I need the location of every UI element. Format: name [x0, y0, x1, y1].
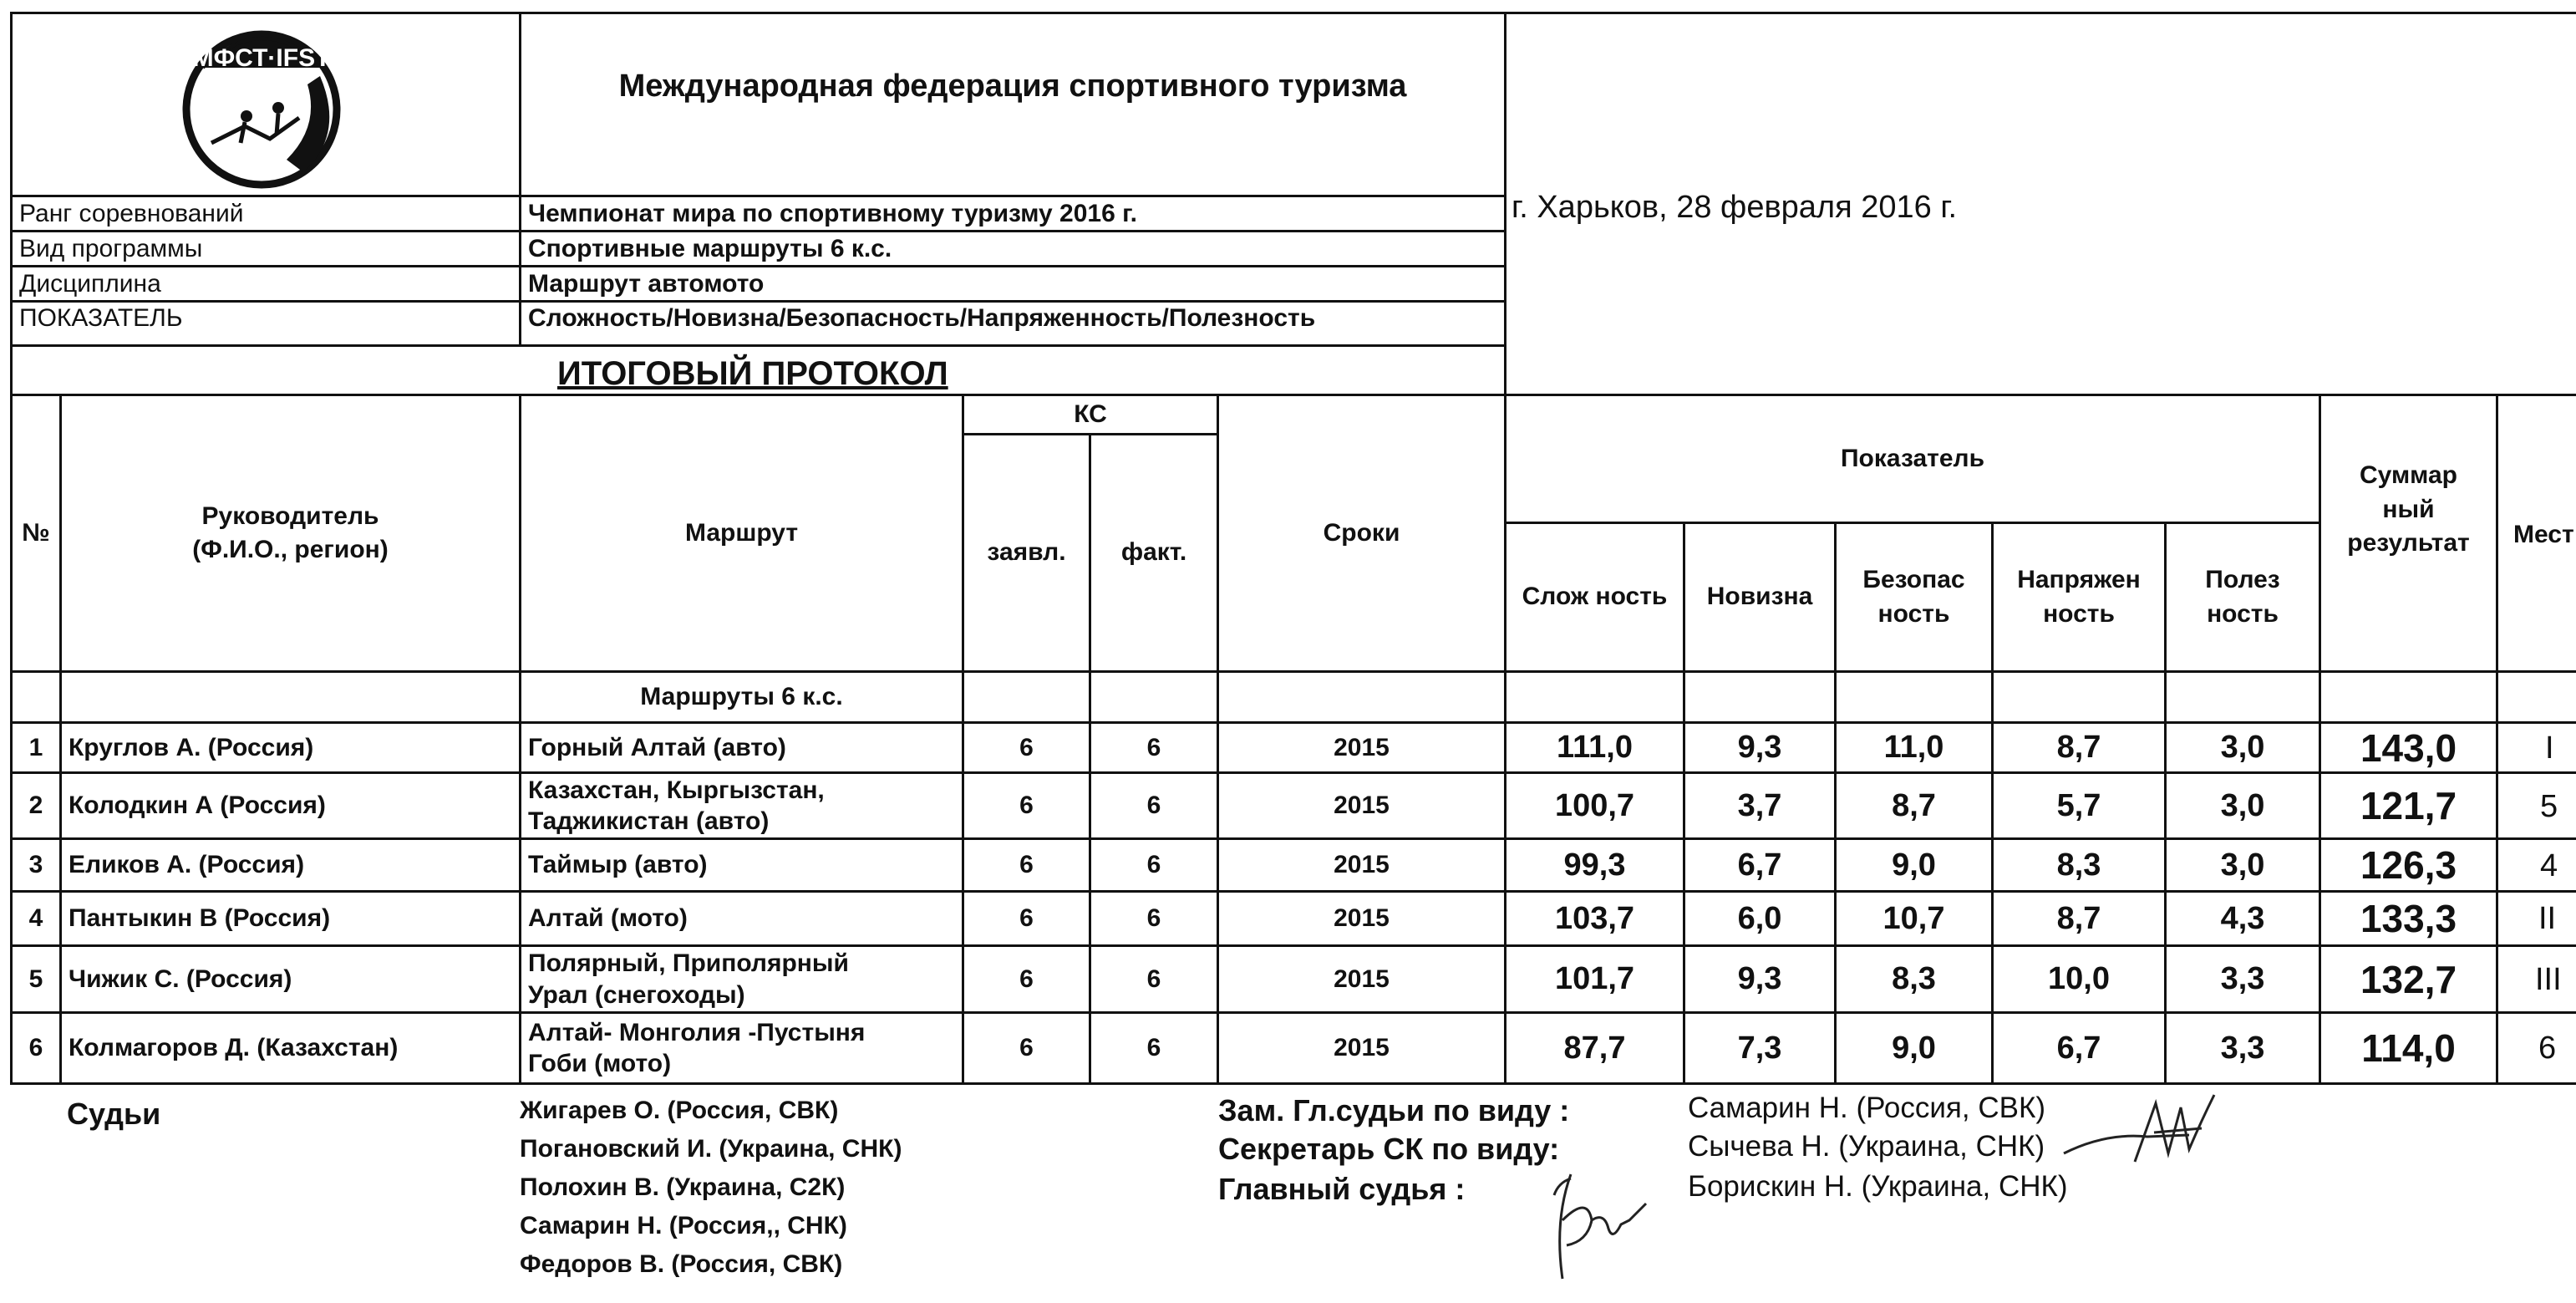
table-row-2-complexity: 100,7 — [1504, 771, 1685, 840]
group-row-c3 — [1834, 670, 1994, 724]
table-row-5-usefulness: 3,3 — [2164, 944, 2321, 1014]
table-row-4-leader: Пантыкин В (Россия) — [59, 890, 521, 947]
group-row-leader — [59, 670, 521, 724]
organization-cell — [519, 12, 1506, 197]
chief-judge-role: Главный судья : — [1218, 1172, 1466, 1206]
group-row-no — [10, 670, 62, 724]
table-row-1-place: I — [2496, 721, 2576, 774]
table-row-2-place: 5 — [2496, 771, 2576, 840]
place-date-cell — [1504, 12, 2576, 396]
meta-value-rank: Чемпионат мира по спортивному туризму 2016 г. — [519, 195, 1506, 232]
table-row-3-ks-declared: 6 — [962, 837, 1091, 893]
table-row-6-ks-actual: 6 — [1089, 1011, 1219, 1085]
table-row-5-dates: 2015 — [1217, 944, 1506, 1014]
table-row-6-dates: 2015 — [1217, 1011, 1506, 1085]
table-row-5-ks-declared: 6 — [962, 944, 1091, 1014]
table-row-1-total: 143,0 — [2319, 721, 2498, 774]
table-row-4-usefulness: 4,3 — [2164, 890, 2321, 947]
table-row-3-tension: 8,3 — [1991, 837, 2167, 893]
table-row-2-dates: 2015 — [1217, 771, 1506, 840]
place-date: г. Харьков, 28 февраля 2016 г. — [1512, 190, 1958, 225]
table-row-3-safety: 9,0 — [1834, 837, 1994, 893]
judge-4: Самарин Н. (Россия,, СНК) — [520, 1212, 847, 1239]
table-row-1-route: Горный Алтай (авто) — [519, 721, 964, 774]
table-row-2-tension: 5,7 — [1991, 771, 2167, 840]
secretary-name: Сычева Н. (Украина, СНК) — [1688, 1130, 2045, 1163]
table-row-2-leader: Колодкин А (Россия) — [59, 771, 521, 840]
table-row-1-usefulness: 3,0 — [2164, 721, 2321, 774]
table-row-6-tension: 6,7 — [1991, 1011, 2167, 1085]
table-row-3-novelty: 6,7 — [1683, 837, 1837, 893]
protocol-title-row — [10, 344, 1506, 396]
table-row-2-total: 121,7 — [2319, 771, 2498, 840]
table-row-5-total: 132,7 — [2319, 944, 2498, 1014]
table-row-2-no: 2 — [10, 771, 62, 840]
table-row-4-dates: 2015 — [1217, 890, 1506, 947]
table-row-5-place: III — [2496, 944, 2576, 1014]
organization-name: Международная федерация спортивного туризма — [618, 68, 1407, 104]
table-row-5-tension: 10,0 — [1991, 944, 2167, 1014]
table-row-4-place: II — [2496, 890, 2576, 947]
table-row-1-ks-actual: 6 — [1089, 721, 1219, 774]
col-complexity: Слож ность — [1504, 522, 1685, 673]
table-row-1-leader: Круглов А. (Россия) — [59, 721, 521, 774]
chief-judge-name: Борискин Н. (Украина, СНК) — [1688, 1170, 2068, 1203]
table-row-6-no: 6 — [10, 1011, 62, 1085]
meta-value-indicator: Сложность/Новизна/Безопасность/Напряженность/Полезность — [519, 300, 1506, 347]
table-row-6-safety: 9,0 — [1834, 1011, 1994, 1085]
table-row-1-complexity: 111,0 — [1504, 721, 1685, 774]
table-row-1-no: 1 — [10, 721, 62, 774]
group-row-total — [2319, 670, 2498, 724]
table-row-6-usefulness: 3,3 — [2164, 1011, 2321, 1085]
judges-label: Судьи — [67, 1097, 161, 1131]
col-ks-declared: заявл. — [962, 433, 1091, 673]
table-row-3-route: Таймыр (авто) — [519, 837, 964, 893]
col-place: Мест — [2496, 394, 2576, 673]
table-row-3-place: 4 — [2496, 837, 2576, 893]
table-row-1-novelty: 9,3 — [1683, 721, 1837, 774]
table-row-4-route: Алтай (мото) — [519, 890, 964, 947]
protocol-title: ИТОГОВЫЙ ПРОТОКОЛ — [557, 355, 948, 392]
table-row-4-complexity: 103,7 — [1504, 890, 1685, 947]
group-row-place — [2496, 670, 2576, 724]
judge-3: Полохин В. (Украина, С2К) — [520, 1173, 846, 1201]
deputy-judge-role: Зам. Гл.судьи по виду : — [1218, 1093, 1570, 1127]
table-row-5-route: Полярный, Приполярный Урал (снегоходы) — [519, 944, 964, 1014]
table-row-5-safety: 8,3 — [1834, 944, 1994, 1014]
group-row-c5 — [2164, 670, 2321, 724]
table-row-4-tension: 8,7 — [1991, 890, 2167, 947]
meta-value-discipline: Маршрут автомото — [519, 265, 1506, 303]
judge-1: Жигарев О. (Россия, СВК) — [520, 1097, 839, 1124]
table-row-4-novelty: 6,0 — [1683, 890, 1837, 947]
table-row-5-ks-actual: 6 — [1089, 944, 1219, 1014]
table-row-2-safety: 8,7 — [1834, 771, 1994, 840]
col-ks: КС — [962, 394, 1219, 435]
table-row-6-complexity: 87,7 — [1504, 1011, 1685, 1085]
table-row-5-novelty: 9,3 — [1683, 944, 1837, 1014]
table-row-6-ks-declared: 6 — [962, 1011, 1091, 1085]
group-row-dates — [1217, 670, 1506, 724]
col-total: Суммар ный результат — [2319, 394, 2498, 673]
table-row-4-no: 4 — [10, 890, 62, 947]
table-row-6-novelty: 7,3 — [1683, 1011, 1837, 1085]
table-row-6-route: Алтай- Монголия -Пустыня Гоби (мото) — [519, 1011, 964, 1085]
table-row-3-leader: Еликов А. (Россия) — [59, 837, 521, 893]
col-route: Маршрут — [519, 394, 964, 673]
table-row-6-total: 114,0 — [2319, 1011, 2498, 1085]
meta-value-program: Спортивные маршруты 6 к.с. — [519, 230, 1506, 267]
col-leader: Руководитель (Ф.И.О., регион) — [59, 394, 521, 673]
group-row-c4 — [1991, 670, 2167, 724]
table-row-2-ks-actual: 6 — [1089, 771, 1219, 840]
table-row-3-dates: 2015 — [1217, 837, 1506, 893]
col-dates: Сроки — [1217, 394, 1506, 673]
table-row-6-leader: Колмагоров Д. (Казахстан) — [59, 1011, 521, 1085]
col-safety: Безопас ность — [1834, 522, 1994, 673]
table-row-3-no: 3 — [10, 837, 62, 893]
table-row-1-dates: 2015 — [1217, 721, 1506, 774]
col-novelty: Новизна — [1683, 522, 1837, 673]
table-row-5-complexity: 101,7 — [1504, 944, 1685, 1014]
group-row-ks2 — [1089, 670, 1219, 724]
group-row-c1 — [1504, 670, 1685, 724]
meta-label-discipline: Дисциплина — [10, 265, 521, 303]
judge-5: Федоров В. (Россия, СВК) — [520, 1250, 843, 1278]
meta-label-rank: Ранг соревнований — [10, 195, 521, 232]
judge-2: Погановский И. (Украина, СНК) — [520, 1135, 902, 1163]
table-row-3-ks-actual: 6 — [1089, 837, 1219, 893]
group-row-ks1 — [962, 670, 1091, 724]
table-row-2-route: Казахстан, Кыргызстан, Таджикистан (авто) — [519, 771, 964, 840]
table-row-4-total: 133,3 — [2319, 890, 2498, 947]
group-row-label: Маршруты 6 к.с. — [519, 670, 964, 724]
table-row-1-safety: 11,0 — [1834, 721, 1994, 774]
table-row-4-ks-declared: 6 — [962, 890, 1091, 947]
table-row-4-safety: 10,7 — [1834, 890, 1994, 947]
table-row-1-ks-declared: 6 — [962, 721, 1091, 774]
table-row-1-tension: 8,7 — [1991, 721, 2167, 774]
col-usefulness: Полез ность — [2164, 522, 2321, 673]
col-no: № — [10, 394, 62, 673]
table-row-3-total: 126,3 — [2319, 837, 2498, 893]
chief-judge-signature — [1521, 1162, 1654, 1287]
table-row-5-no: 5 — [10, 944, 62, 1014]
logo-cell — [10, 12, 521, 197]
col-tension: Напряжен ность — [1991, 522, 2167, 673]
meta-label-program: Вид программы — [10, 230, 521, 267]
table-row-3-complexity: 99,3 — [1504, 837, 1685, 893]
meta-label-indicator: ПОКАЗАТЕЛЬ — [10, 300, 521, 347]
secretary-role: Секретарь СК по виду: — [1218, 1132, 1560, 1166]
col-indicator: Показатель — [1504, 394, 2321, 524]
table-row-6-place: 6 — [2496, 1011, 2576, 1085]
table-row-2-ks-declared: 6 — [962, 771, 1091, 840]
judges-list — [520, 1097, 902, 1289]
table-row-4-ks-actual: 6 — [1089, 890, 1219, 947]
table-row-2-novelty: 3,7 — [1683, 771, 1837, 840]
logo-text: МФСТ·IFST — [192, 44, 331, 72]
table-row-2-usefulness: 3,0 — [2164, 771, 2321, 840]
table-row-3-usefulness: 3,0 — [2164, 837, 2321, 893]
deputy-judge-name: Самарин Н. (Россия, СВК) — [1688, 1092, 2045, 1124]
table-row-5-leader: Чижик С. (Россия) — [59, 944, 521, 1014]
ifst-logo — [153, 18, 370, 193]
secretary-signature — [2055, 1087, 2223, 1178]
group-row-c2 — [1683, 670, 1837, 724]
col-ks-actual: факт. — [1089, 433, 1219, 673]
